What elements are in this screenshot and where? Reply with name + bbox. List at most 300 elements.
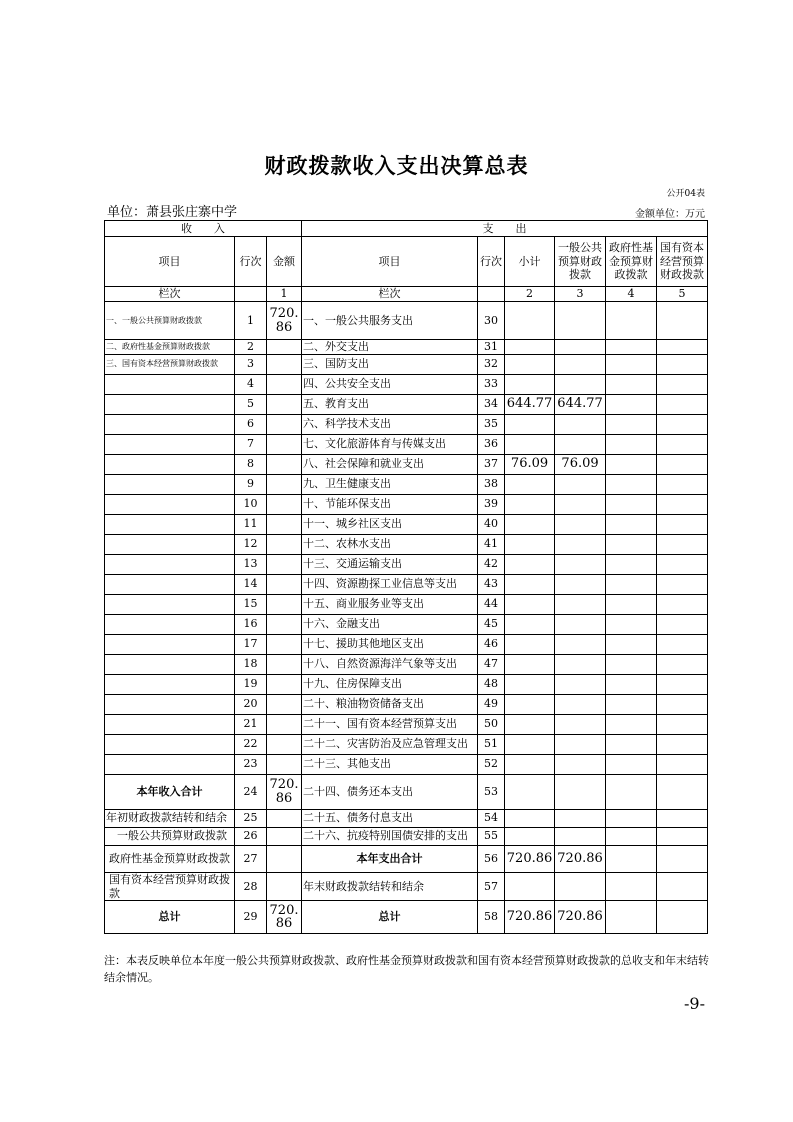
table-row xyxy=(105,354,708,374)
expense-item-cell: 四、公共安全支出 xyxy=(302,374,478,394)
income-amount-cell xyxy=(267,434,302,454)
general-budget-cell xyxy=(555,434,606,454)
state-capital-cell xyxy=(657,474,708,494)
income-item-cell xyxy=(105,654,235,674)
income-amount-cell xyxy=(267,574,302,594)
expense-item-cell: 本年支出合计 xyxy=(302,845,478,872)
income-line-cell: 9 xyxy=(235,474,267,494)
expense-line-cell: 39 xyxy=(478,494,505,514)
income-item-cell xyxy=(105,594,235,614)
income-item-cell xyxy=(105,514,235,534)
gov-fund-cell xyxy=(606,374,657,394)
expense-line-cell: 49 xyxy=(478,694,505,714)
expense-line-header: 行次 xyxy=(478,237,505,287)
income-amount-cell xyxy=(267,514,302,534)
expense-line-cell: 44 xyxy=(478,594,505,614)
header-row-columns xyxy=(105,237,708,287)
table-row xyxy=(105,901,708,934)
expense-item-cell: 九、卫生健康支出 xyxy=(302,474,478,494)
income-line-cell: 13 xyxy=(235,554,267,574)
income-line-cell: 26 xyxy=(235,827,267,845)
table-row xyxy=(105,827,708,845)
income-amount-cell xyxy=(267,827,302,845)
page-number: -9- xyxy=(684,994,705,1013)
table-row xyxy=(105,394,708,414)
gov-fund-cell xyxy=(606,534,657,554)
table-row xyxy=(105,454,708,474)
expense-line-cell: 42 xyxy=(478,554,505,574)
table-number: 公开04表 xyxy=(666,189,705,199)
state-capital-cell xyxy=(657,674,708,694)
column-number-1: 1 xyxy=(267,287,302,302)
state-capital-cell xyxy=(657,454,708,474)
income-item-cell xyxy=(105,754,235,774)
income-line-cell: 25 xyxy=(235,809,267,827)
state-capital-cell xyxy=(657,809,708,827)
subtotal-cell xyxy=(505,474,555,494)
expense-item-cell: 十二、农林水支出 xyxy=(302,534,478,554)
gov-fund-cell xyxy=(606,674,657,694)
income-line-blank xyxy=(235,287,267,302)
income-line-header: 行次 xyxy=(235,237,267,287)
state-capital-cell xyxy=(657,694,708,714)
general-budget-cell xyxy=(555,514,606,534)
expense-item-cell: 十七、援助其他地区支出 xyxy=(302,634,478,654)
table-row xyxy=(105,374,708,394)
expense-item-cell: 十五、商业服务业等支出 xyxy=(302,594,478,614)
expense-item-cell: 十六、金融支出 xyxy=(302,614,478,634)
gov-fund-cell xyxy=(606,302,657,340)
column-number-3: 3 xyxy=(555,287,606,302)
gov-fund-cell xyxy=(606,494,657,514)
table-row xyxy=(105,734,708,754)
state-capital-header: 国有资本经营预算财政拨款 xyxy=(657,237,708,287)
income-item-cell: 年初财政拨款结转和结余 xyxy=(105,809,235,827)
expense-line-cell: 58 xyxy=(478,901,505,934)
general-budget-cell xyxy=(555,827,606,845)
income-item-cell xyxy=(105,434,235,454)
table-row xyxy=(105,654,708,674)
gov-fund-cell xyxy=(606,634,657,654)
general-budget-cell: 720.86 xyxy=(555,845,606,872)
gov-fund-cell xyxy=(606,694,657,714)
income-line-cell: 19 xyxy=(235,674,267,694)
expense-item-cell: 十一、城乡社区支出 xyxy=(302,514,478,534)
expense-line-cell: 35 xyxy=(478,414,505,434)
expense-item-cell: 十三、交通运输支出 xyxy=(302,554,478,574)
subtotal-cell xyxy=(505,340,555,355)
income-line-cell: 29 xyxy=(235,901,267,934)
state-capital-cell xyxy=(657,414,708,434)
state-capital-cell xyxy=(657,534,708,554)
expense-item-cell: 二十三、其他支出 xyxy=(302,754,478,774)
general-budget-cell xyxy=(555,714,606,734)
table-row xyxy=(105,714,708,734)
income-amount-cell xyxy=(267,694,302,714)
income-amount-cell xyxy=(267,654,302,674)
subtotal-cell xyxy=(505,827,555,845)
state-capital-cell xyxy=(657,614,708,634)
subtotal-cell xyxy=(505,534,555,554)
income-line-cell: 28 xyxy=(235,872,267,901)
expense-item-cell: 八、社会保障和就业支出 xyxy=(302,454,478,474)
expense-item-cell: 二十、粮油物资储备支出 xyxy=(302,694,478,714)
state-capital-cell xyxy=(657,754,708,774)
table-row xyxy=(105,809,708,827)
expense-line-cell: 55 xyxy=(478,827,505,845)
income-item-cell xyxy=(105,634,235,654)
table-row xyxy=(105,514,708,534)
expense-item-cell: 七、文化旅游体育与传媒支出 xyxy=(302,434,478,454)
gov-fund-cell xyxy=(606,354,657,374)
gov-fund-cell xyxy=(606,734,657,754)
state-capital-cell xyxy=(657,340,708,355)
expense-line-cell: 57 xyxy=(478,872,505,901)
income-item-cell xyxy=(105,554,235,574)
table-row xyxy=(105,774,708,809)
subtotal-cell xyxy=(505,674,555,694)
general-budget-cell xyxy=(555,634,606,654)
expense-item-cell: 三、国防支出 xyxy=(302,354,478,374)
income-amount-cell xyxy=(267,614,302,634)
expense-line-cell: 46 xyxy=(478,634,505,654)
income-item-cell xyxy=(105,574,235,594)
general-budget-cell xyxy=(555,302,606,340)
subtotal-cell xyxy=(505,494,555,514)
expense-item-cell: 五、教育支出 xyxy=(302,394,478,414)
gov-fund-cell xyxy=(606,614,657,634)
expense-line-cell: 56 xyxy=(478,845,505,872)
state-capital-cell xyxy=(657,554,708,574)
gov-fund-cell xyxy=(606,809,657,827)
expense-line-cell: 54 xyxy=(478,809,505,827)
expense-item-cell: 年末财政拨款结转和结余 xyxy=(302,872,478,901)
general-budget-cell xyxy=(555,574,606,594)
subtotal-cell xyxy=(505,594,555,614)
general-budget-header: 一般公共预算财政拨款 xyxy=(555,237,606,287)
gov-fund-cell xyxy=(606,774,657,809)
general-budget-cell xyxy=(555,872,606,901)
subtotal-cell xyxy=(505,809,555,827)
income-amount-cell: 720.86 xyxy=(267,774,302,809)
expense-item-cell: 二十二、灾害防治及应急管理支出 xyxy=(302,734,478,754)
subtotal-cell xyxy=(505,574,555,594)
subtotal-cell xyxy=(505,872,555,901)
expense-line-cell: 34 xyxy=(478,394,505,414)
table-row xyxy=(105,845,708,872)
table-row xyxy=(105,594,708,614)
expense-item-cell: 一、一般公共服务支出 xyxy=(302,302,478,340)
general-budget-cell xyxy=(555,734,606,754)
income-item-cell xyxy=(105,494,235,514)
income-item-cell xyxy=(105,414,235,434)
general-budget-cell xyxy=(555,754,606,774)
fiscal-summary-table xyxy=(104,220,708,934)
gov-fund-cell xyxy=(606,414,657,434)
general-budget-cell xyxy=(555,340,606,355)
income-line-cell: 3 xyxy=(235,354,267,374)
table-row xyxy=(105,494,708,514)
expense-item-cell: 二十一、国有资本经营预算支出 xyxy=(302,714,478,734)
money-unit: 金额单位：万元 xyxy=(635,209,705,220)
income-line-cell: 4 xyxy=(235,374,267,394)
income-line-cell: 27 xyxy=(235,845,267,872)
state-capital-cell xyxy=(657,354,708,374)
income-amount-cell xyxy=(267,754,302,774)
expense-line-cell: 37 xyxy=(478,454,505,474)
general-budget-cell xyxy=(555,774,606,809)
subtotal-cell xyxy=(505,514,555,534)
state-capital-cell xyxy=(657,514,708,534)
expense-line-cell: 33 xyxy=(478,374,505,394)
income-amount-cell xyxy=(267,872,302,901)
expense-line-cell: 30 xyxy=(478,302,505,340)
income-line-cell: 17 xyxy=(235,634,267,654)
subtotal-cell xyxy=(505,654,555,674)
subtotal-cell xyxy=(505,302,555,340)
general-budget-cell xyxy=(555,354,606,374)
subtotal-cell xyxy=(505,554,555,574)
income-line-cell: 10 xyxy=(235,494,267,514)
state-capital-cell xyxy=(657,634,708,654)
subtotal-cell: 720.86 xyxy=(505,901,555,934)
expense-line-cell: 47 xyxy=(478,654,505,674)
income-line-cell: 24 xyxy=(235,774,267,809)
income-line-cell: 7 xyxy=(235,434,267,454)
income-item-cell xyxy=(105,734,235,754)
subtotal-cell xyxy=(505,414,555,434)
income-item-cell: 一、一般公共预算财政拨款 xyxy=(105,302,235,340)
expense-line-cell: 31 xyxy=(478,340,505,355)
income-line-cell: 14 xyxy=(235,574,267,594)
general-budget-cell xyxy=(555,594,606,614)
income-line-cell: 5 xyxy=(235,394,267,414)
general-budget-cell xyxy=(555,534,606,554)
expense-item-cell: 二十五、债务付息支出 xyxy=(302,809,478,827)
general-budget-cell xyxy=(555,809,606,827)
income-amount-cell: 720.86 xyxy=(267,901,302,934)
subtotal-cell xyxy=(505,694,555,714)
table-row xyxy=(105,554,708,574)
subtotal-cell: 720.86 xyxy=(505,845,555,872)
income-section-header: 收 入 xyxy=(105,221,302,237)
general-budget-cell xyxy=(555,374,606,394)
income-item-cell xyxy=(105,694,235,714)
income-amount-cell xyxy=(267,714,302,734)
state-capital-cell xyxy=(657,734,708,754)
state-capital-cell xyxy=(657,374,708,394)
gov-fund-cell xyxy=(606,827,657,845)
table-row xyxy=(105,574,708,594)
column-number-row xyxy=(105,287,708,302)
gov-fund-cell xyxy=(606,594,657,614)
subtotal-cell xyxy=(505,734,555,754)
general-budget-cell xyxy=(555,414,606,434)
state-capital-cell xyxy=(657,594,708,614)
table-row xyxy=(105,474,708,494)
general-budget-cell xyxy=(555,554,606,574)
expense-line-cell: 36 xyxy=(478,434,505,454)
gov-fund-cell xyxy=(606,901,657,934)
gov-fund-cell xyxy=(606,554,657,574)
gov-fund-cell xyxy=(606,872,657,901)
income-item-cell xyxy=(105,374,235,394)
subtotal-cell xyxy=(505,614,555,634)
income-line-cell: 23 xyxy=(235,754,267,774)
income-amount-cell xyxy=(267,534,302,554)
income-amount-cell xyxy=(267,354,302,374)
subtotal-cell xyxy=(505,374,555,394)
table-row xyxy=(105,674,708,694)
gov-fund-header: 政府性基金预算财政拨款 xyxy=(606,237,657,287)
expense-item-cell: 总计 xyxy=(302,901,478,934)
state-capital-cell xyxy=(657,714,708,734)
income-item-cell: 本年收入合计 xyxy=(105,774,235,809)
gov-fund-cell xyxy=(606,714,657,734)
reporting-unit: 单位：萧县张庄寨中学 xyxy=(107,205,238,220)
income-line-cell: 1 xyxy=(235,302,267,340)
income-line-cell: 8 xyxy=(235,454,267,474)
expense-section-header: 支 出 xyxy=(302,221,708,237)
general-budget-cell xyxy=(555,654,606,674)
column-number-5: 5 xyxy=(657,287,708,302)
subtotal-cell: 644.77 xyxy=(505,394,555,414)
gov-fund-cell xyxy=(606,394,657,414)
expense-line-cell: 32 xyxy=(478,354,505,374)
state-capital-cell xyxy=(657,901,708,934)
expense-line-cell: 50 xyxy=(478,714,505,734)
income-item-cell: 国有资本经营预算财政拨款 xyxy=(105,872,235,901)
table-row xyxy=(105,634,708,654)
state-capital-cell xyxy=(657,654,708,674)
income-amount-cell xyxy=(267,414,302,434)
gov-fund-cell xyxy=(606,454,657,474)
subtotal-cell xyxy=(505,754,555,774)
state-capital-cell xyxy=(657,827,708,845)
expense-column-label: 栏次 xyxy=(302,287,478,302)
state-capital-cell xyxy=(657,302,708,340)
table-row xyxy=(105,534,708,554)
income-amount-cell: 720.86 xyxy=(267,302,302,340)
expense-line-cell: 41 xyxy=(478,534,505,554)
income-line-cell: 21 xyxy=(235,714,267,734)
column-number-4: 4 xyxy=(606,287,657,302)
income-item-cell xyxy=(105,614,235,634)
expense-line-cell: 38 xyxy=(478,474,505,494)
income-item-cell xyxy=(105,394,235,414)
income-amount-cell xyxy=(267,494,302,514)
table-row xyxy=(105,754,708,774)
expense-item-cell: 二、外交支出 xyxy=(302,340,478,355)
general-budget-cell xyxy=(555,494,606,514)
income-item-cell: 三、国有资本经营预算财政拨款 xyxy=(105,354,235,374)
subtotal-cell xyxy=(505,774,555,809)
gov-fund-cell xyxy=(606,340,657,355)
income-amount-cell xyxy=(267,734,302,754)
income-amount-cell xyxy=(267,634,302,654)
gov-fund-cell xyxy=(606,574,657,594)
expense-item-cell: 十四、资源勘探工业信息等支出 xyxy=(302,574,478,594)
footnote: 注：本表反映单位本年度一般公共预算财政拨款、政府性基金预算财政拨款和国有资本经营预算财政拨款的总收支和年末结转结余情况。 xyxy=(104,954,709,984)
gov-fund-cell xyxy=(606,434,657,454)
general-budget-cell: 76.09 xyxy=(555,454,606,474)
income-item-cell xyxy=(105,714,235,734)
state-capital-cell xyxy=(657,394,708,414)
income-line-cell: 2 xyxy=(235,340,267,355)
income-item-header: 项目 xyxy=(105,237,235,287)
expense-line-cell: 45 xyxy=(478,614,505,634)
table-row xyxy=(105,614,708,634)
subtotal-cell xyxy=(505,634,555,654)
income-amount-cell xyxy=(267,845,302,872)
header-row-sections xyxy=(105,221,708,237)
general-budget-cell xyxy=(555,674,606,694)
gov-fund-cell xyxy=(606,754,657,774)
state-capital-cell xyxy=(657,872,708,901)
gov-fund-cell xyxy=(606,845,657,872)
general-budget-cell: 644.77 xyxy=(555,394,606,414)
expense-item-cell: 十、节能环保支出 xyxy=(302,494,478,514)
expense-line-cell: 48 xyxy=(478,674,505,694)
subtotal-cell: 76.09 xyxy=(505,454,555,474)
expense-item-cell: 十八、自然资源海洋气象等支出 xyxy=(302,654,478,674)
table-row xyxy=(105,872,708,901)
state-capital-cell xyxy=(657,845,708,872)
general-budget-cell xyxy=(555,694,606,714)
income-item-cell xyxy=(105,534,235,554)
income-amount-cell xyxy=(267,594,302,614)
income-item-cell: 总计 xyxy=(105,901,235,934)
gov-fund-cell xyxy=(606,654,657,674)
income-line-cell: 20 xyxy=(235,694,267,714)
expense-item-header: 项目 xyxy=(302,237,478,287)
income-amount-cell xyxy=(267,454,302,474)
income-item-cell xyxy=(105,454,235,474)
income-item-cell: 政府性基金预算财政拨款 xyxy=(105,845,235,872)
gov-fund-cell xyxy=(606,514,657,534)
income-column-label: 栏次 xyxy=(105,287,235,302)
income-line-cell: 16 xyxy=(235,614,267,634)
income-line-cell: 12 xyxy=(235,534,267,554)
gov-fund-cell xyxy=(606,474,657,494)
state-capital-cell xyxy=(657,774,708,809)
state-capital-cell xyxy=(657,494,708,514)
income-line-cell: 15 xyxy=(235,594,267,614)
general-budget-cell: 720.86 xyxy=(555,901,606,934)
expense-line-cell: 52 xyxy=(478,754,505,774)
income-amount-cell xyxy=(267,809,302,827)
expense-line-blank xyxy=(478,287,505,302)
general-budget-cell xyxy=(555,474,606,494)
state-capital-cell xyxy=(657,574,708,594)
expense-item-cell: 十九、住房保障支出 xyxy=(302,674,478,694)
table-row xyxy=(105,340,708,355)
expense-line-cell: 53 xyxy=(478,774,505,809)
income-item-cell: 一般公共预算财政拨款 xyxy=(105,827,235,845)
expense-item-cell: 二十六、抗疫特别国债安排的支出 xyxy=(302,827,478,845)
income-line-cell: 11 xyxy=(235,514,267,534)
income-amount-cell xyxy=(267,554,302,574)
income-item-cell: 二、政府性基金预算财政拨款 xyxy=(105,340,235,355)
column-number-2: 2 xyxy=(505,287,555,302)
page-title: 财政拨款收入支出决算总表 xyxy=(264,153,529,178)
income-amount-cell xyxy=(267,340,302,355)
table-row xyxy=(105,414,708,434)
expense-line-cell: 51 xyxy=(478,734,505,754)
income-line-cell: 18 xyxy=(235,654,267,674)
income-amount-cell xyxy=(267,674,302,694)
subtotal-cell xyxy=(505,434,555,454)
